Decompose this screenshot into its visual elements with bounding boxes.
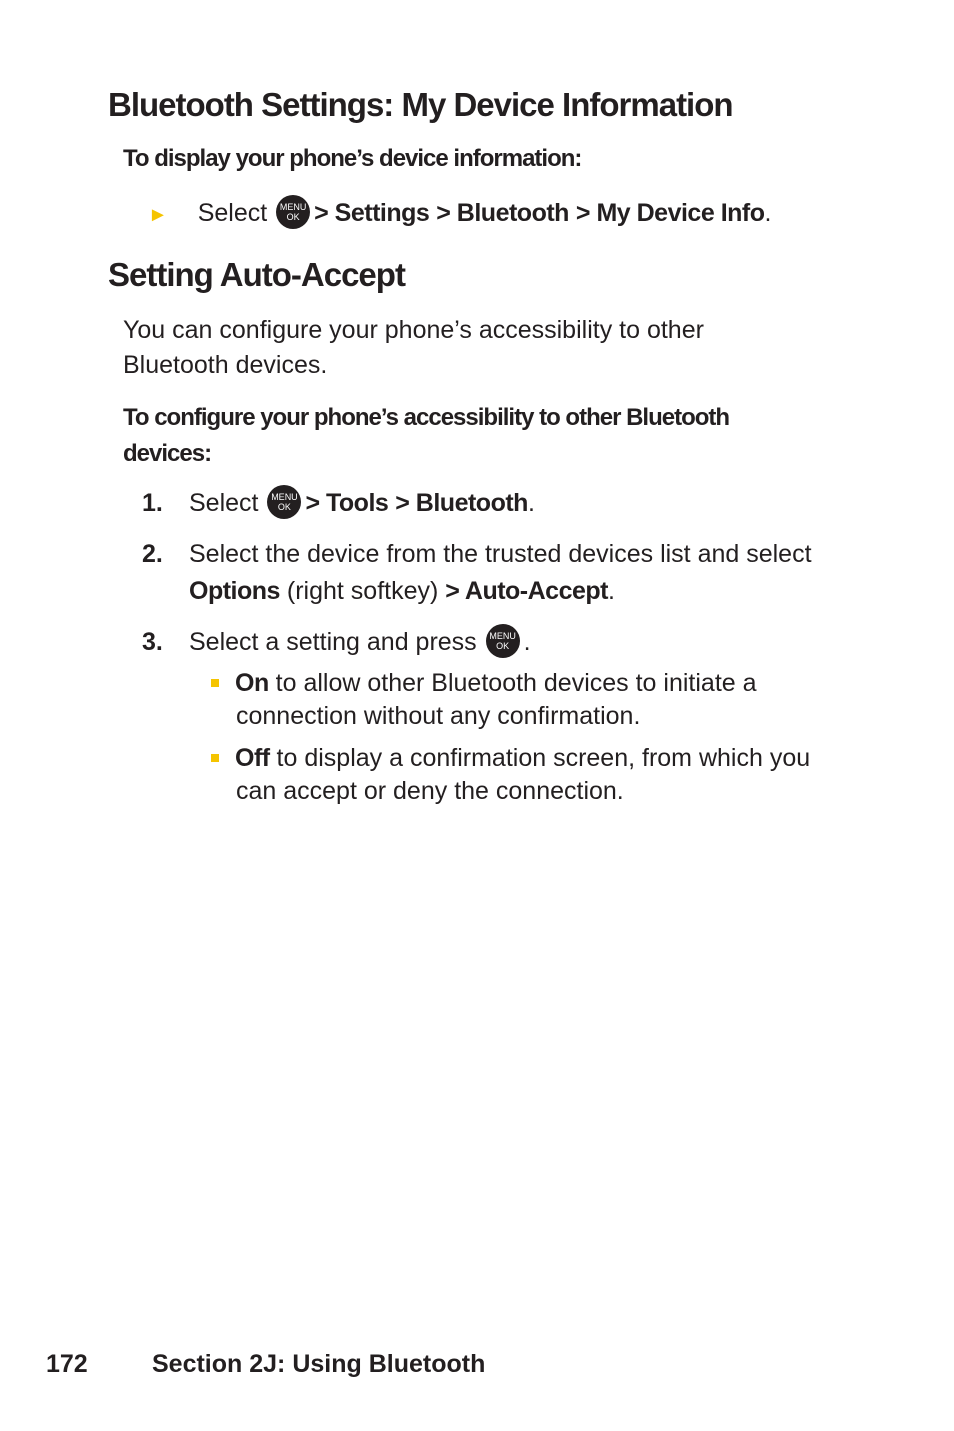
step-end: . — [764, 199, 772, 227]
instruction-device-info: To display your phone’s device information: — [123, 145, 582, 172]
menu-ok-key-icon: MENU OK — [267, 485, 301, 519]
step-end: . — [527, 489, 535, 517]
path-tools: > Tools — [305, 489, 389, 517]
instruction-line: To configure your phone’s accessibility to other Bluetooth — [123, 404, 730, 431]
section-title-device-info: Bluetooth Settings: My Device Information — [108, 86, 733, 123]
step-number: 1. — [142, 489, 163, 517]
square-bullet-icon — [211, 754, 219, 762]
step-end: . — [608, 577, 615, 605]
section-title-auto-accept: Setting Auto-Accept — [108, 256, 405, 293]
path-bluetooth: > Bluetooth — [395, 489, 528, 517]
bullet-text: can accept or deny the connection. — [236, 777, 624, 805]
path-bluetooth: > Bluetooth — [436, 199, 569, 227]
instruction-line: devices: — [123, 440, 212, 467]
step-2 — [142, 537, 812, 609]
step-1 — [142, 486, 535, 521]
intro-line: Bluetooth devices. — [123, 351, 328, 379]
instruction-auto-accept — [123, 400, 729, 472]
intro-line: You can configure your phone’s accessibility to other — [123, 316, 704, 344]
step-text: Select a setting and press — [189, 628, 477, 656]
step-device-info — [148, 196, 771, 233]
options-label: Options — [189, 577, 280, 605]
option-on: On — [235, 669, 269, 697]
bullet-on — [211, 667, 757, 733]
step-number: 3. — [142, 628, 163, 656]
softkey-text: (right softkey) — [279, 577, 446, 605]
path-my-device-info: > My Device Info — [575, 199, 765, 227]
bullet-off — [211, 742, 810, 808]
bullet-text: to display a confirmation screen, from which you — [269, 744, 811, 772]
path-settings: > Settings — [314, 199, 430, 227]
square-bullet-icon — [211, 679, 219, 687]
step-text: Select — [197, 199, 268, 227]
page-number: 172 — [46, 1350, 88, 1378]
menu-ok-key-icon: MENU OK — [486, 624, 520, 658]
intro-paragraph — [123, 313, 704, 383]
step-text: Select — [189, 489, 259, 517]
menu-ok-key-icon: MENU OK — [276, 195, 310, 229]
section-footer: Section 2J: Using Bluetooth — [152, 1350, 486, 1378]
path-auto-accept: > Auto-Accept — [445, 577, 608, 605]
arrow-bullet-icon: ► — [148, 204, 168, 226]
step-end: . — [523, 628, 531, 656]
bullet-text: to allow other Bluetooth devices to initiate a — [268, 669, 757, 697]
option-off: Off — [235, 744, 270, 772]
bullet-text: connection without any confirmation. — [236, 702, 641, 730]
step-3 — [142, 625, 531, 660]
step-text: Select the device from the trusted devices list and select — [189, 540, 812, 568]
step-number: 2. — [142, 540, 163, 568]
